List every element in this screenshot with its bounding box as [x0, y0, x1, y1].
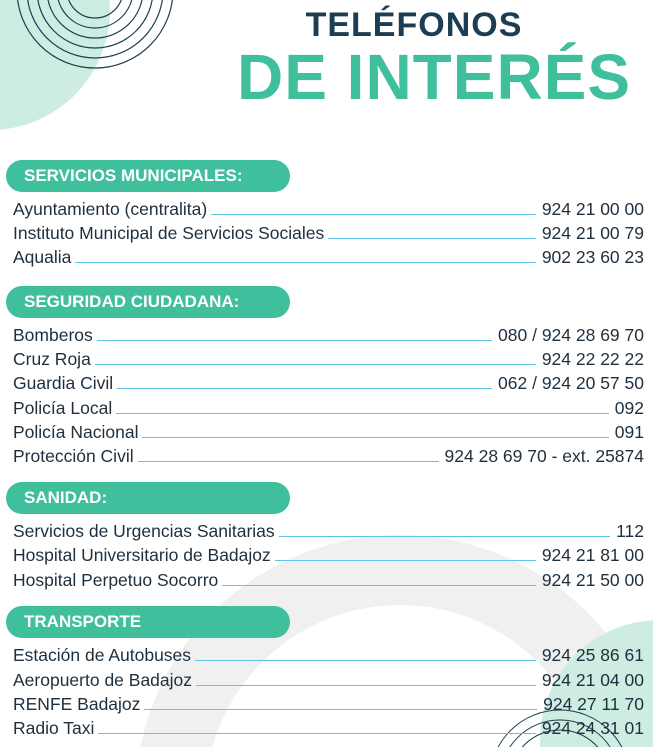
item-phone: 062 / 924 20 57 50: [498, 373, 644, 393]
item-name: Servicios de Urgencias Sanitarias: [13, 521, 275, 541]
dotted-leader: [328, 238, 536, 239]
list-item: [13, 397, 644, 419]
section-header-servicios-municipales: SERVICIOS MUNICIPALES:: [6, 160, 290, 192]
dotted-leader: [195, 660, 536, 661]
item-name: Policía Nacional: [13, 422, 139, 442]
item-name: Aeropuerto de Badajoz: [13, 670, 193, 690]
list-item: [13, 372, 644, 394]
item-name: RENFE Badajoz: [13, 694, 141, 714]
list-item: [13, 520, 644, 542]
dotted-leader: [142, 437, 608, 438]
list-item: [13, 246, 644, 268]
dotted-leader: [98, 733, 535, 734]
item-phone: 091: [614, 422, 644, 442]
item-name: Instituto Municipal de Servicios Sociales: [13, 223, 325, 243]
item-phone: 924 25 86 61: [541, 645, 644, 665]
item-name: Policía Local: [13, 398, 113, 418]
item-phone: 924 21 04 00: [541, 670, 644, 690]
list-item: [13, 644, 644, 666]
section-header-seguridad-ciudadana: SEGURIDAD CIUDADANA:: [6, 286, 290, 318]
item-phone: 924 21 81 00: [541, 545, 644, 565]
item-phone: 902 23 60 23: [541, 247, 644, 267]
item-phone: 924 24 31 01: [541, 718, 644, 738]
item-phone: 924 21 00 79: [541, 223, 644, 243]
dotted-leader: [275, 560, 536, 561]
list-item: [13, 198, 644, 220]
item-phone: 924 21 00 00: [541, 199, 644, 219]
item-name: Radio Taxi: [13, 718, 95, 738]
list-item: [13, 693, 644, 715]
section-header-sanidad: SANIDAD:: [6, 482, 290, 514]
list-item: [13, 445, 644, 467]
item-phone: 092: [614, 398, 644, 418]
list-item: [13, 717, 644, 739]
list-item: [13, 348, 644, 370]
item-name: Protección Civil: [13, 446, 134, 466]
dotted-leader: [117, 388, 492, 389]
list-item: [13, 222, 644, 244]
list-item: [13, 324, 644, 346]
dotted-leader: [196, 685, 536, 686]
item-phone: 924 27 11 70: [543, 694, 644, 714]
title-line-1: TELÉFONOS: [305, 6, 523, 44]
dotted-leader: [75, 262, 535, 263]
item-phone: 080 / 924 28 69 70: [498, 325, 644, 345]
item-phone: 924 22 22 22: [541, 349, 644, 369]
item-phone: 924 21 50 00: [541, 570, 644, 590]
dotted-leader: [95, 364, 536, 365]
list-item: [13, 669, 644, 691]
item-phone: 112: [616, 521, 644, 541]
dotted-leader: [138, 461, 439, 462]
list-item: [13, 421, 644, 443]
item-phone: 924 28 69 70 - ext. 25874: [444, 446, 644, 466]
dotted-leader: [211, 214, 536, 215]
section-header-transporte: TRANSPORTE: [6, 606, 290, 638]
item-name: Guardia Civil: [13, 373, 114, 393]
item-name: Bomberos: [13, 325, 93, 345]
item-name: Cruz Roja: [13, 349, 91, 369]
dotted-leader: [279, 536, 610, 537]
item-name: Estación de Autobuses: [13, 645, 192, 665]
list-item: [13, 544, 644, 566]
title-line-2: DE INTERÉS: [236, 41, 632, 113]
item-name: Aqualia: [13, 247, 72, 267]
list-item: [13, 569, 644, 591]
item-name: Ayuntamiento (centralita): [13, 199, 208, 219]
dotted-leader: [144, 709, 537, 710]
dotted-leader: [116, 413, 609, 414]
dotted-leader: [222, 585, 536, 586]
dotted-leader: [97, 340, 492, 341]
item-name: Hospital Universitario de Badajoz: [13, 545, 271, 565]
item-name: Hospital Perpetuo Socorro: [13, 570, 219, 590]
